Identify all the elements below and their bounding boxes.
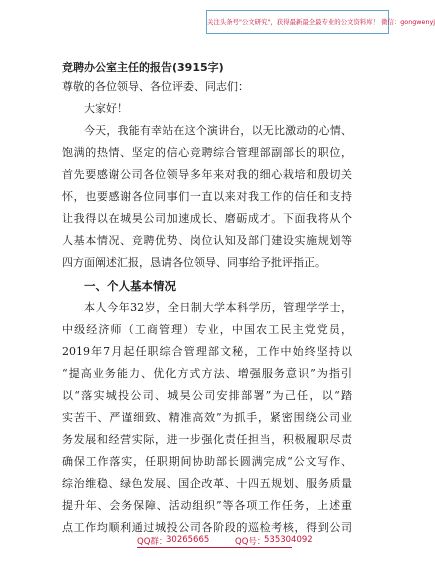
- body-line: “提高业务能力、优化方式方法、增强服务意识”为指引: [62, 367, 352, 380]
- body-line: 首先要感谢公司各位领导多年来对我的细心栽培和殷切关: [62, 168, 352, 181]
- footer-underline: [137, 547, 292, 548]
- document-title: 竞聘办公室主任的报告(3915字): [62, 61, 224, 74]
- body-line: 实苦干、严谨细致、精准高效”为抓手，紧密围绕公司业: [62, 411, 352, 424]
- body-line: 点工作均顺利通过城投公司各阶段的巡检考核，得到公司: [62, 521, 352, 534]
- body-line: 四方面阐述汇报，恳请各位领导、同事给予批评指正。: [62, 256, 326, 269]
- qq-number-label: QQ号：: [235, 537, 266, 547]
- body-line: 人基本情况、竞聘优势、岗位认知及部门建设实施规划等: [62, 234, 352, 247]
- section-heading: 一、个人基本情况: [84, 279, 176, 293]
- body-line: 2019年7月起任职综合管理部文秘，工作中始终坚持以: [62, 345, 352, 358]
- body-line: 以“落实城投公司、城昊公司安排部署”为己任，以“踏: [62, 389, 352, 402]
- promo-banner: 关注头条号"公文研究"，获得最新最全最专业的公文资料库！ 微信：gongwenyj: [206, 10, 389, 34]
- body-line: 提升年、会务保障、活动组织”等各项工作任务，上述重: [62, 499, 352, 512]
- qq-number: 535304092: [264, 535, 313, 545]
- body-line: 让我得以在城昊公司加速成长、磨砺成才。下面我将从个: [62, 212, 352, 225]
- qq-group-number: 30265665: [166, 535, 210, 545]
- qq-group-label: QQ群：: [137, 537, 168, 547]
- body-line: 怀，也要感谢各位同事们一直以来对我工作的信任和支持: [62, 190, 352, 203]
- body-line: 饱满的热情、坚定的信心竞聘综合管理部副部长的职位，: [62, 146, 352, 159]
- body-line: 本人今年32岁，全日制大学本科学历，管理学学士，: [84, 301, 352, 314]
- greeting-line: 大家好！: [84, 102, 128, 115]
- body-line: 综治维稳、绿色发展、国企改革、十四五规划、服务质量: [62, 477, 352, 490]
- body-line: 中级经济师（工商管理）专业，中国农工民主党党员，: [62, 323, 352, 336]
- page-footer: [0, 527, 408, 553]
- body-line: 务发展和经营实际，进一步强化责任担当，积极履职尽责: [62, 433, 352, 446]
- body-line: 确保工作落实，任职期间协助部长圆满完成“公文写作、: [62, 455, 352, 468]
- body-line: 今天，我能有幸站在这个演讲台，以无比激动的心情、: [84, 124, 352, 137]
- salutation-line: 尊敬的各位领导、各位评委、同志们：: [62, 80, 249, 93]
